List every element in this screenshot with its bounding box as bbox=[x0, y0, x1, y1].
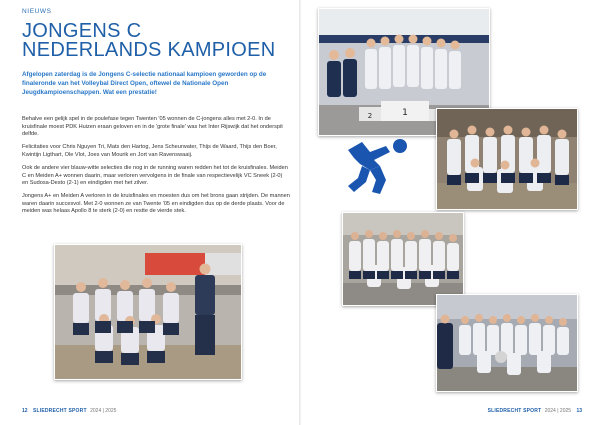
svg-text:1: 1 bbox=[402, 108, 408, 118]
body-paragraph: Felicitaties voor Chris Nguyen Tri, Mats den Hartog, Jens Scheurwater, Thijs de Waard, Thijs den Boer, Kwintijn Ligthart, Ole Vlot, Joes van Mourik en Jort van Ravenswaaij. bbox=[22, 144, 277, 158]
headline-line-1: JONGENS C bbox=[22, 20, 142, 42]
meiden-team-photo bbox=[342, 212, 464, 306]
meiden-a-team-photo bbox=[436, 294, 578, 392]
section-label: NIEUWS bbox=[22, 8, 52, 15]
volleyball-player-logo-icon bbox=[340, 136, 414, 198]
magazine-name: SLIEDRECHT SPORT bbox=[487, 408, 542, 414]
article-body bbox=[22, 116, 290, 222]
article-headline bbox=[22, 22, 292, 60]
svg-text:2: 2 bbox=[367, 112, 373, 120]
season-label: 2024 | 2025 bbox=[90, 408, 117, 414]
headline-line-2: NEDERLANDS KAMPIOEN bbox=[22, 39, 276, 61]
magazine-name: SLIEDRECHT SPORT bbox=[32, 408, 87, 414]
jongens-c-celebration-photo bbox=[54, 244, 242, 380]
jongens-a-team-photo bbox=[436, 108, 578, 210]
page-gutter bbox=[299, 0, 301, 425]
footer-left bbox=[22, 408, 116, 414]
page-number-right: 13 bbox=[576, 408, 582, 414]
page-number-left: 12 bbox=[22, 408, 28, 414]
article-intro: Afgelopen zaterdag is de Jongens C-selectie nationaal kampioen geworden op de finaleronde van het Volleybal Direct Open, oftewel de Nationale Open Jeugdkampioenschappen. Wat een prestatie! bbox=[22, 71, 267, 96]
body-paragraph: Ook de andere vier blauw-witte selecties die nog in de running waren redden het tot de kruisfinales. Meiden C en Meiden A+ wonnen daarin, maar verloren vervolgens in de finale van respectievelijk VC Sneek (2-0) en Sudosa-Desto (2-1) en eindigden met het zilver. bbox=[22, 164, 288, 187]
footer-right bbox=[488, 408, 582, 414]
body-paragraph: Behalve een gelijk spel in de poulefase tegen Twenten '05 wonnen de C-jongens alles met 2-0. In de kruisfinale moest PDK Huizen eraan geloven en in de 'grote finale' was het Inter Rijswijk dat het onderspit delfde. bbox=[22, 116, 283, 138]
body-paragraph: Jongens A+ en Meiden A verloren in de kruisfinales en moesten dus om het brons gaan strijden. De mannen waren daarin succesvol. Met 2-0 wonnen ze van Twente '05 en eindigden dus op de derde plaats. Voor de meiden was helaas Apollo 8 te sterk (2-0) en restte de vierde stek. bbox=[22, 193, 290, 215]
season-label: 2024 | 2025 bbox=[544, 408, 572, 414]
